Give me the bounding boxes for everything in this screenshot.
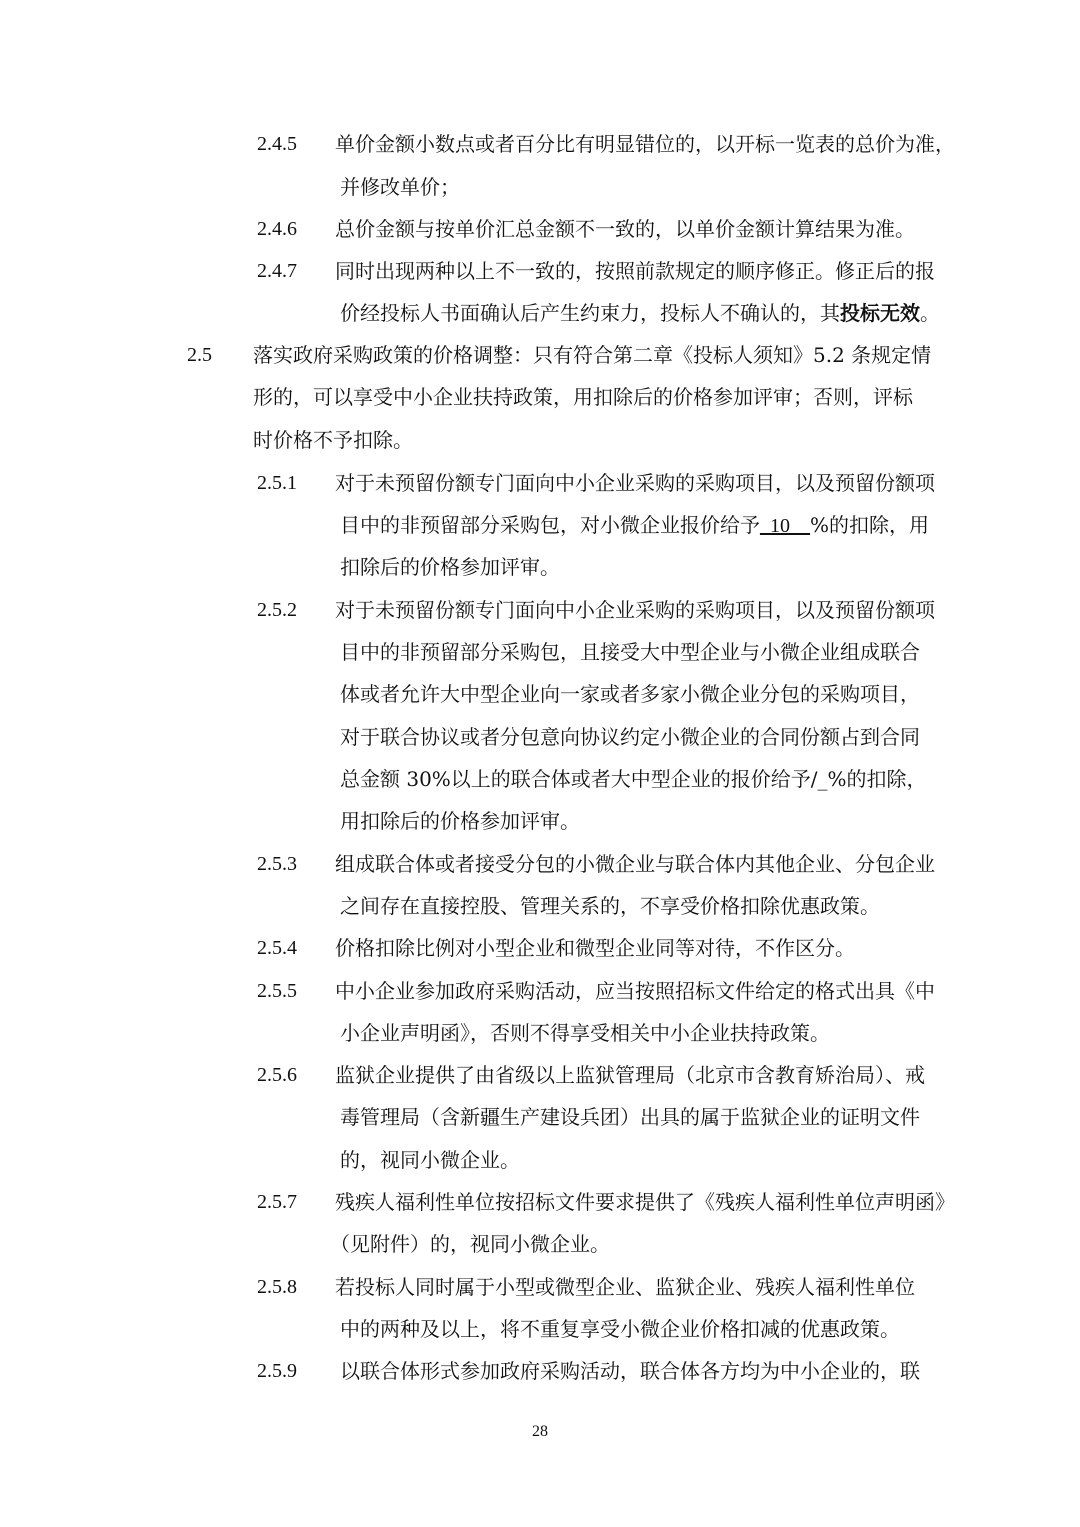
clause-text — [340, 300, 940, 326]
text-run: 目中的非预留部分采购包，对小微企业报价给予 — [340, 513, 760, 537]
clause-text: 中的两种及以上，将不重复享受小微企业价格扣减的优惠政策。 — [340, 1317, 900, 1341]
underlined-value: _10__ — [760, 515, 810, 537]
clause-number: 2.4.7 — [257, 260, 297, 282]
section-text: 时价格不予扣除。 — [253, 428, 413, 452]
text-run: 价经投标人书面确认后产生约束力，投标人不确认的，其 — [340, 301, 840, 325]
clause-number: 2.5.9 — [257, 1360, 297, 1382]
clause-text: 的，视同小微企业。 — [340, 1148, 520, 1172]
page-number: 28 — [532, 1423, 548, 1440]
clause-number: 2.5.3 — [257, 853, 297, 875]
clause-text: 监狱企业提供了由省级以上监狱管理局（北京市含教育矫治局）、戒 — [335, 1063, 925, 1087]
clause-text: 单价金额小数点或者百分比有明显错位的，以开标一览表的总价为准， — [335, 132, 955, 156]
clause-text — [340, 512, 929, 539]
clause-number: 2.5.2 — [257, 599, 297, 621]
clause-text: 目中的非预留部分采购包，且接受大中型企业与小微企业组成联合 — [340, 640, 920, 664]
clause-number: 2.5.4 — [257, 937, 297, 959]
clause-text: 对于未预留份额专门面向中小企业采购的采购项目，以及预留份额项 — [335, 471, 935, 495]
clause-text: 对于未预留份额专门面向中小企业采购的采购项目，以及预留份额项 — [335, 598, 935, 622]
clause-text: 扣除后的价格参加评审。 — [340, 555, 560, 579]
clause-text: 小企业声明函》，否则不得享受相关中小企业扶持政策。 — [340, 1021, 830, 1045]
clause-text: 总金额 30%以上的联合体或者大中型企业的报价给予/_%的扣除， — [340, 767, 927, 791]
text-run: %的扣除，用 — [810, 513, 930, 537]
clause-text: 中小企业参加政府采购活动，应当按照招标文件给定的格式出具《中 — [335, 979, 935, 1003]
clause-text: 残疾人福利性单位按招标文件要求提供了《残疾人福利性单位声明函》 — [335, 1190, 955, 1214]
clause-text: 用扣除后的价格参加评审。 — [340, 809, 580, 833]
clause-text: 体或者允许大中型企业向一家或者多家小微企业分包的采购项目， — [340, 682, 920, 706]
clause-text: 对于联合协议或者分包意向协议约定小微企业的合同份额占到合同 — [340, 725, 920, 749]
clause-text: 同时出现两种以上不一致的，按照前款规定的顺序修正。修正后的报 — [335, 259, 935, 283]
clause-number: 2.5.5 — [257, 980, 297, 1002]
clause-number: 2.5.7 — [257, 1191, 297, 1213]
section-text: 落实政府采购政策的价格调整：只有符合第二章《投标人须知》5.2 条规定情 — [253, 343, 932, 367]
clause-number: 2.5.8 — [257, 1276, 297, 1298]
clause-text: 以联合体形式参加政府采购活动，联合体各方均为中小企业的，联 — [340, 1359, 920, 1383]
clause-text: 若投标人同时属于小型或微型企业、监狱企业、残疾人福利性单位 — [335, 1275, 915, 1299]
clause-number: 2.5.6 — [257, 1064, 297, 1086]
section-text: 形的，可以享受中小企业扶持政策，用扣除后的价格参加评审；否则，评标 — [253, 385, 913, 409]
clause-text: （见附件）的，视同小微企业。 — [330, 1232, 610, 1256]
emphasis-text: 投标无效 — [840, 301, 920, 325]
clause-text: 组成联合体或者接受分包的小微企业与联合体内其他企业、分包企业 — [335, 852, 935, 876]
clause-text: 并修改单价； — [340, 175, 460, 199]
clause-text: 之间存在直接控股、管理关系的，不享受价格扣除优惠政策。 — [340, 894, 880, 918]
clause-number: 2.4.5 — [257, 133, 297, 155]
clause-text: 总价金额与按单价汇总金额不一致的，以单价金额计算结果为准。 — [335, 217, 915, 241]
clause-number: 2.4.6 — [257, 218, 297, 240]
text-run: 。 — [920, 301, 940, 325]
clause-text: 价格扣除比例对小型企业和微型企业同等对待，不作区分。 — [335, 936, 855, 960]
clause-number: 2.5.1 — [257, 472, 297, 494]
clause-text: 毒管理局（含新疆生产建设兵团）出具的属于监狱企业的证明文件 — [340, 1105, 920, 1129]
section-number: 2.5 — [187, 344, 212, 366]
